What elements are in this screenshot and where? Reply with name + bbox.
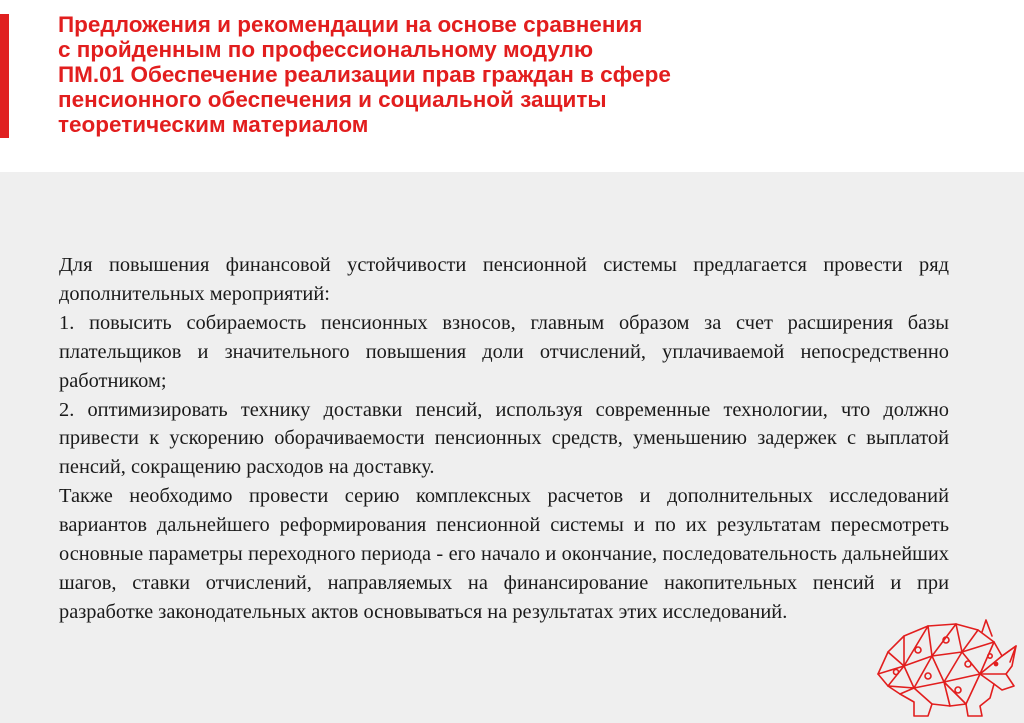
title-line: Предложения и рекомендации на основе сравнения: [58, 12, 643, 37]
slide-title: [58, 12, 958, 137]
body-text: [59, 251, 949, 627]
paragraph-conclusion: Также необходимо провести серию комплексных расчетов и дополнительных исследований вариантов дальнейшего реформирования пенсионной системы и по их результатам пересмотреть основные параметры переходного периода - его начало и окончание, последовательность дальнейших шагов, ставки отчислений, направляемых на финансирование накопительных пенсий и при разработке законодательных актов основываться на результатах этих исследований.: [59, 485, 949, 623]
title-line: с пройденным по профессиональному модулю: [58, 37, 594, 62]
title-line: теоретическим материалом: [58, 112, 369, 137]
paragraph-item-1: 1. повысить собираемость пенсионных взносов, главным образом за счет расширения базы плательщиков и значительного повышения доли отчислений, уплачиваемой непосредственно работником;: [59, 311, 949, 392]
paragraph-intro: Для повышения финансовой устойчивости пенсионной системы предлагается провести ряд дополнительных мероприятий:: [59, 254, 949, 305]
rhinoceros-logo-icon: [870, 612, 1020, 720]
paragraph-item-2: 2. оптимизировать технику доставки пенсий, используя современные технологии, что должно привести к ускорению оборачиваемости пенсионных средств, уменьшению задержек с выплатой пенсий, сокращению расходов на доставку.: [59, 398, 949, 479]
accent-bar: [0, 14, 9, 138]
title-line: ПМ.01 Обеспечение реализации прав граждан в сфере: [58, 62, 671, 87]
title-line: пенсионного обеспечения и социальной защиты: [58, 87, 607, 112]
